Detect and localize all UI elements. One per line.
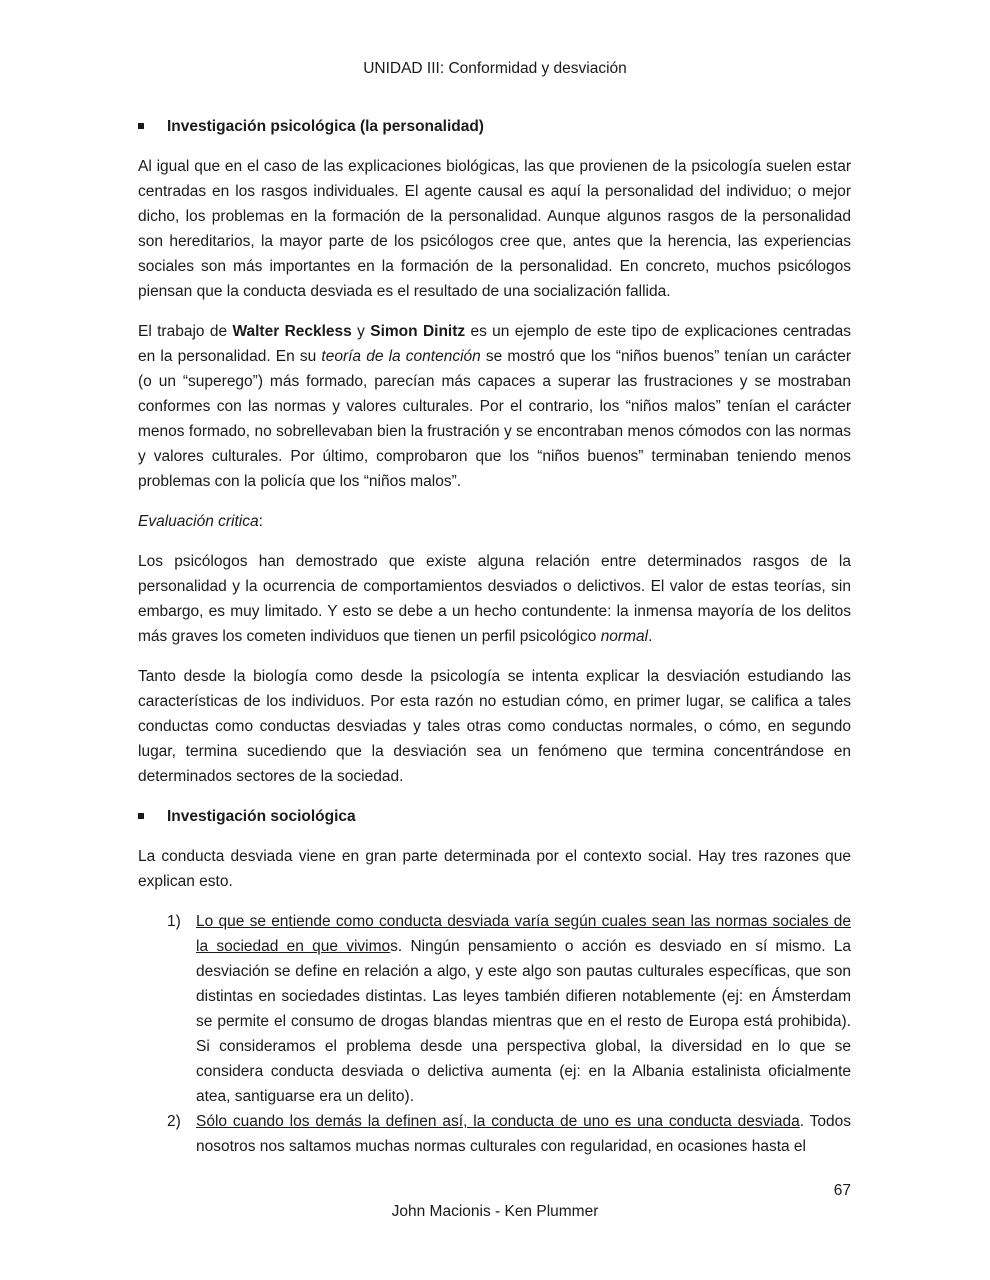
paragraph-biology-psychology-summary: Tanto desde la biología como desde la psicología se intenta explicar la desviación estudiando las características de los individuos. Por esta razón no estudian cómo, en primer lugar, se califica a tales conductas como conductas desviadas y tales otras como conductas normales, o cómo, en segundo lugar, termina sucediendo que la desviación sea un fenómeno que termina concentrándose en determinados sectores de la sociedad.	[138, 668, 851, 785]
page-number: 67	[833, 1182, 851, 1199]
square-bullet-icon	[138, 123, 144, 129]
section-heading-psychological	[138, 114, 851, 139]
list-item-number: 2)	[167, 1113, 181, 1130]
paragraph-sociology-intro: La conducta desviada viene en gran parte determinada por el contexto social. Hay tres razones que explican esto.	[138, 848, 851, 890]
text-run: Los psicólogos han demostrado que existe alguna relación entre determinados rasgos de la personalidad y la ocurrencia de comportamientos desviados o delictivos. El valor de estas teorías, sin embargo, es muy limitado. Y esto se debe a un hecho contundente: la inmensa mayoría de los delitos más graves los cometen individuos que tienen un perfil psicológico	[138, 553, 851, 645]
text-run: es un ejemplo de este tipo de explicaciones centradas en la personalidad. En su	[138, 323, 851, 365]
list-item-number: 1)	[167, 913, 181, 930]
paragraph-reckless-dinitz	[138, 319, 851, 494]
emphasis-normal: normal	[600, 628, 649, 645]
list-item-underlined: Lo que se entiende como conducta desviada varía según cuales sean las normas sociales de la sociedad en que vivimo	[196, 913, 851, 955]
running-header: UNIDAD III: Conformidad y desviación	[363, 60, 627, 77]
text-run: .	[648, 628, 653, 645]
page-content	[138, 114, 851, 1159]
list-item-underlined: Sólo cuando los demás la definen así, la conducta de uno es una conducta desviada	[196, 1113, 800, 1130]
evaluation-label	[138, 509, 851, 534]
list-item-text: s. Ningún pensamiento o acción es desviado en sí mismo. La desviación se define en relación a algo, y este algo son pautas culturales específicas, que son distintas en sociedades distintas. Las leyes también difieren notablemente (ej: en Ámsterdam se permite el consumo de drogas blandas mientras que en el resto de Europa está prohibida). Si consideramos el problema desde una perspectiva global, la diversidad en lo que se considera conducta desviada o delictiva aumenta (ej: en la Albania estalinista oficialmente atea, santiguarse era un delito).	[196, 938, 851, 1105]
author-name: Walter Reckless	[232, 323, 352, 340]
text-run: se mostró que los “niños buenos” tenían un carácter (o un “superego”) más formado, parecían más capaces a superar las frustraciones y se mostraban conformes con las normas y valores culturales. Por el contrario, los “niños malos” tenían el carácter menos formado, no sobrellevaban bien la frustración y se encontraban menos cómodos con las normas y valores culturales. Por último, comprobaron que los “niños buenos” terminaban teniendo menos problemas con la policía que los “niños malos”.	[138, 348, 852, 490]
section-heading-sociological	[138, 804, 851, 829]
evaluation-label-colon: :	[258, 513, 263, 530]
list-item	[138, 1109, 851, 1159]
text-run: y	[351, 323, 371, 340]
list-item	[138, 909, 851, 1109]
author-name: Simon Dinitz	[370, 323, 466, 340]
paragraph-psychology-intro: Al igual que en el caso de las explicaciones biológicas, las que provienen de la psicología suelen estar centradas en los rasgos individuales. El agente causal es aquí la personalidad del individuo; o mejor dicho, los problemas en la formación de la personalidad. Aunque algunos rasgos de la personalidad son hereditarios, la mayor parte de los psicólogos cree que, antes que la herencia, las experiencias sociales son más importantes en la formación de la personalidad. En concreto, muchos psicólogos piensan que la conducta desviada es el resultado de una socialización fallida.	[138, 158, 851, 300]
section-heading-text: Investigación sociológica	[167, 808, 356, 825]
evaluation-label-text: Evaluación critica	[138, 513, 259, 530]
running-footer: John Macionis - Ken Plummer	[391, 1203, 599, 1220]
reasons-list	[138, 909, 851, 1159]
paragraph-evaluation	[138, 549, 851, 649]
list-item-text: . Todos nosotros nos saltamos muchas normas culturales con regularidad, en ocasiones hasta el	[196, 1113, 851, 1155]
section-heading-text: Investigación psicológica (la personalidad)	[167, 118, 484, 135]
theory-name: teoría de la contención	[321, 348, 481, 365]
text-run: El trabajo de	[138, 323, 233, 340]
square-bullet-icon	[138, 813, 144, 819]
